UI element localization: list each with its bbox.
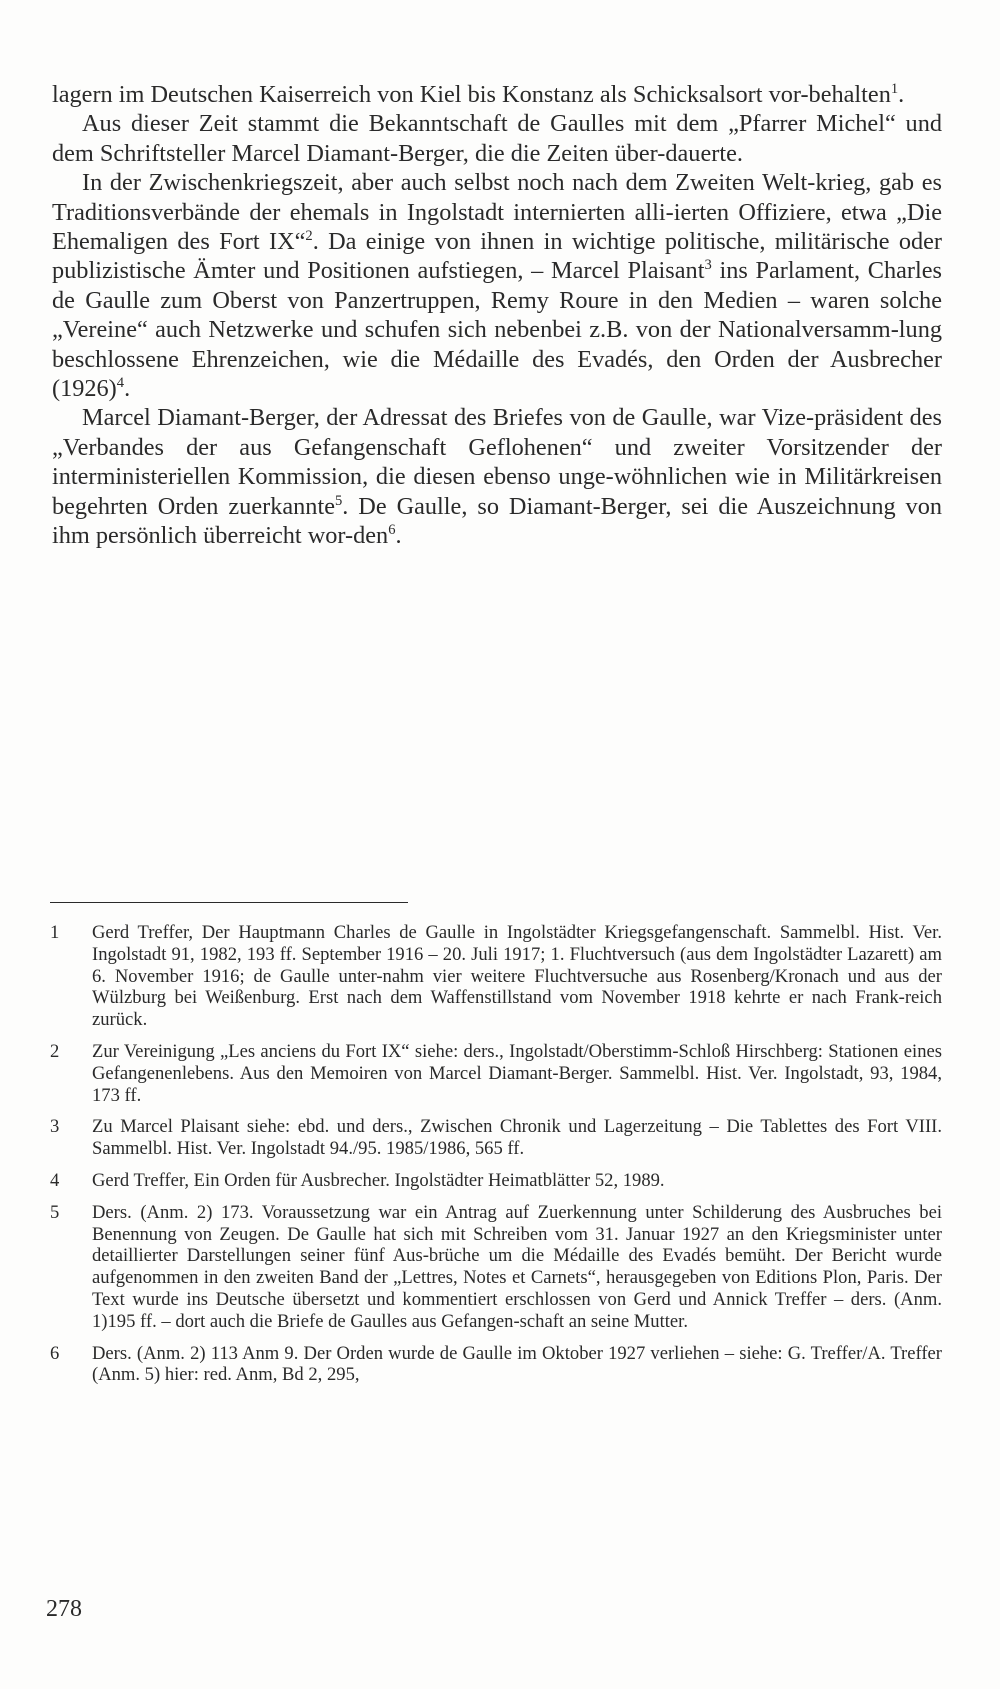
footnote-text: Zur Vereinigung „Les anciens du Fort IX“ siehe: ders., Ingolstadt/Oberstimm-Schloß Hirschberg: Stationen eines Gefangenenlebens. Aus den Memoiren von Marcel Diamant-Berger. Sammelbl. Hist. Ver. Ingolstadt, 93, 1984, 173 ff.: [92, 1040, 942, 1106]
footnote-text: Gerd Treffer, Ein Orden für Ausbrecher. Ingolstädter Heimatblätter 52, 1989.: [92, 1169, 665, 1191]
footnote-ref-3: 3: [704, 257, 712, 274]
footnote-number: 6: [50, 1342, 60, 1364]
footnote-5: [50, 1202, 942, 1333]
footnote-ref-5: 5: [334, 492, 343, 509]
footnote-ref-4: 4: [116, 374, 125, 391]
footnote-ref-2: 2: [305, 227, 313, 244]
footnote-4: [50, 1170, 942, 1192]
footnote-ref-6: 6: [388, 522, 396, 538]
page-number: 278: [46, 1596, 82, 1622]
footnote-3: [50, 1116, 942, 1160]
footnote-number: 1: [50, 922, 60, 943]
footnote-text: Zu Marcel Plaisant siehe: ebd. und ders., Zwischen Chronik und Lagerzeitung – Die Tablettes des Fort VIII. Sammelbl. Hist. Ver. Ingolstadt 94./95. 1985/1986, 565 ff.: [92, 1116, 942, 1160]
footnotes: [50, 922, 942, 1396]
footnote-ref-1: 1: [890, 80, 899, 97]
paragraph-3: In der Zwischenkriegszeit, aber auch selbst noch nach dem Zweiten Welt-krieg, gab es Traditionsverbände der ehemals in Ingolstadt internierten alli-ierten Offiziere, etwa „Die Ehemaligen des Fort IX“$^2$. Da einige von ihnen in wichtige politische, militärische oder publizistische Ämter und Positionen aufstiegen, – Marcel Plaisant$^3$ ins Parlament, Charles de Gaulle zum Oberst von Panzertruppen, Remy Roure in den Medien – waren solche „Vereine“ auch Netzwerke und schufen sich nebenbei z.B. von der Nationalversamm-lung beschlossene Ehrenzeichen, wie die Médaille des Evadés, den Orden der Ausbrecher $(1926)^4$.: [52, 169, 943, 403]
footnote-divider: [50, 902, 408, 903]
main-text: [52, 80, 942, 551]
footnote-text: Ders. (Anm. 2) 173. Voraussetzung war ein Antrag auf Zuerkennung unter Schilderung des Ausbruches bei Benennung von Zeugen. De Gaulle hat sich mit Schreiben vom 31. Januar 1927 an den Kriegsminister unter detaillierter Darstellungen seiner fünf Aus-brüche um die Médaille des Evadés bemüht. Der Bericht wurde aufgenommen in den zweiten Band der „Lettres, Notes et Carnets“, herausgegeben von Editions Plon, Paris. Der Text wurde ins Deutsche übersetzt und kommentiert erschlossen von Gerd und Annick Treffer – ders. (Anm. 1)195 ff. – dort auch die Briefe de Gaulles aus Gefangen-schaft an seine Mutter.: [92, 1201, 942, 1332]
footnote-text: Ders. (Anm. 2) 113 Anm 9. Der Orden wurde de Gaulle im Oktober 1927 verliehen – siehe: G. Treffer/A. Treffer (Anm. 5) hier: red. Anm, Bd 2, 295,: [92, 1342, 942, 1386]
paragraph-1: lagern im Deutschen Kaiserreich von Kiel bis Konstanz als Schicksalsort vor-behalten$^1$.: [52, 80, 905, 108]
footnote-text: Gerd Treffer, Der Hauptmann Charles de Gaulle in Ingolstädter Kriegsgefangenschaft. Sammelbl. Hist. Ver. Ingolstadt 91, 1982, 193 ff. September 1916 – 20. Juli 1917; 1. Fluchtversuch (aus dem Ingolstädter Lazarett) am 6. November 1916; de Gaulle unter-nahm vier weitere Fluchtversuche aus Rosenberg/Kronach und aus der Wülzburg bei Weißenburg. Erst nach dem Waffenstillstand vom November 1918 kehrte er nach Frank-reich zurück.: [92, 922, 942, 1031]
footnote-number: 5: [50, 1201, 60, 1223]
footnote-number: 4: [50, 1169, 60, 1191]
footnote-2: [50, 1041, 942, 1106]
footnote-number: 2: [50, 1040, 60, 1062]
footnote-6: [50, 1343, 942, 1387]
footnote-number: 3: [50, 1116, 60, 1138]
paragraph-4: Marcel Diamant-Berger, der Adressat des Briefes von de Gaulle, war Vize-präsident des „Verbandes der aus Gefangenschaft Geflohenen“ und zweiter Vorsitzender der interministeriellen Kommission, die diesen ebenso unge-wöhnlichen wie in Militärkreisen begehrten Orden zuerkannte$^5$. De Gaulle, so Diamant-Berger, sei die Auszeichnung von ihm persönlich überreicht wor-den$^6$.: [52, 404, 943, 550]
paragraph-2: Aus dieser Zeit stammt die Bekanntschaft de Gaulles mit dem „Pfarrer Michel“ und dem Schriftsteller Marcel Diamant-Berger, die die Zeiten über-dauerte.: [52, 110, 942, 167]
footnote-1: [50, 922, 942, 1031]
